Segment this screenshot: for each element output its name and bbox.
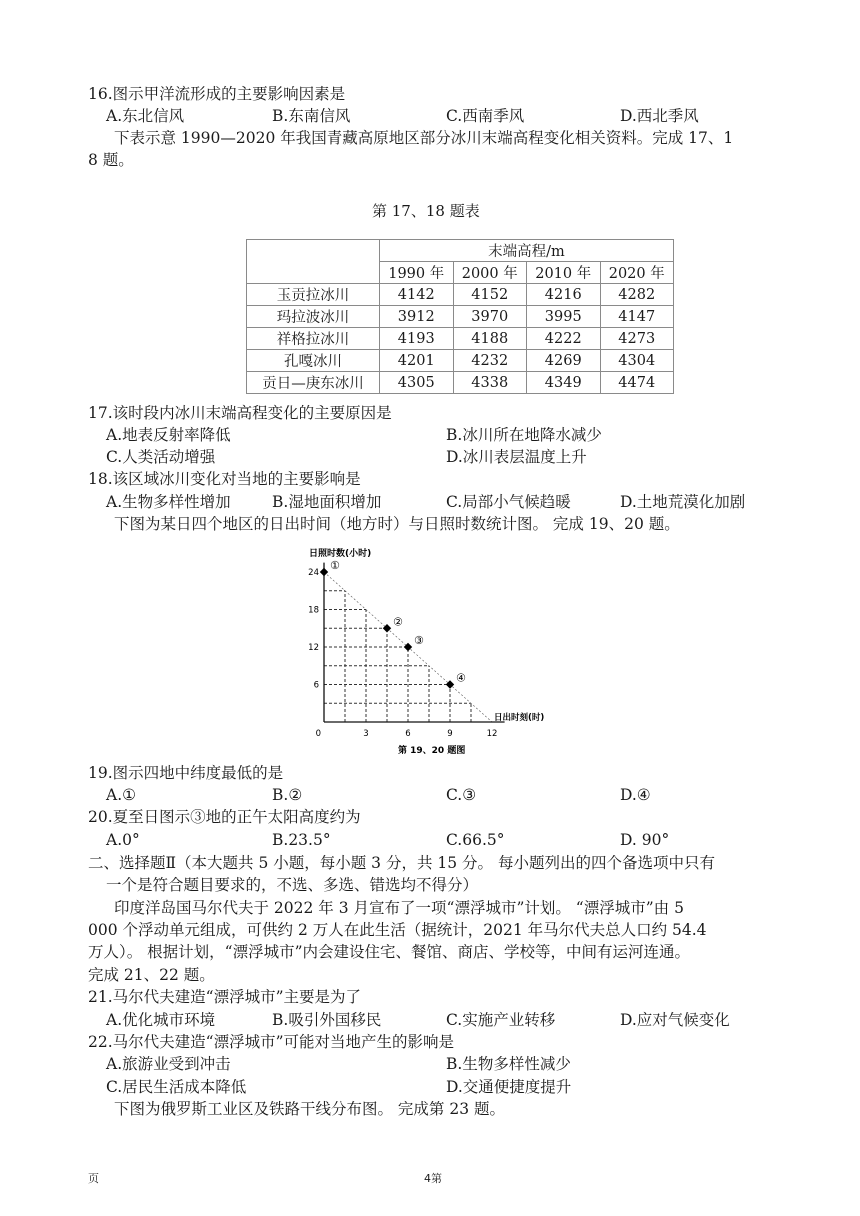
section2-heading-line2: 一个是符合题目要求的，不选、多选、错选均不得分） — [106, 876, 479, 894]
q19-option-c: C.③ — [446, 786, 477, 804]
table-cell: 4474 — [600, 372, 674, 394]
intro-17-18-line2: 8 题。 — [88, 151, 134, 169]
chart-ticks — [308, 568, 497, 739]
q20-stem: 20.夏至日图示③地的正午太阳高度约为 — [88, 808, 361, 826]
q21-option-a: A.优化城市环境 — [106, 1011, 216, 1029]
y-tick-label: 24 — [308, 568, 319, 578]
q19-stem: 19.图示四地中纬度最低的是 — [88, 764, 284, 782]
table-cell: 3970 — [453, 306, 527, 328]
y-tick-label: 12 — [308, 643, 319, 653]
chart-points — [320, 559, 466, 689]
table-year: 2020 年 — [600, 262, 674, 284]
q16-stem: 16.图示甲洋流形成的主要影响因素是 — [88, 85, 346, 103]
q22-option-d: D.交通便捷度提升 — [446, 1078, 572, 1096]
sunrise-sunshine-chart — [300, 548, 560, 760]
table-cell: 4188 — [453, 328, 527, 350]
intro-23: 下图为俄罗斯工业区及铁路干线分布图。 完成第 23 题。 — [114, 1100, 506, 1118]
q16-option-a: A.东北信风 — [106, 107, 185, 125]
table-cell: 4273 — [600, 328, 674, 350]
table-cell: 3912 — [380, 306, 454, 328]
data-point-label: ① — [330, 559, 340, 572]
table-cell: 4193 — [380, 328, 454, 350]
table-year: 2000 年 — [453, 262, 527, 284]
data-point-label: ③ — [414, 634, 424, 647]
q16-option-c: C.西南季风 — [446, 107, 525, 125]
q18-option-c: C.局部小气候趋暖 — [446, 493, 571, 511]
intro-21-22-line1: 印度洋岛国马尔代夫于 2022 年 3 月宣布了一项“漂浮城市”计划。 “漂浮城市”由 5 — [114, 899, 684, 917]
q22-option-c: C.居民生活成本降低 — [106, 1078, 247, 1096]
chart-x-label: 日出时刻(时) — [494, 713, 545, 723]
y-tick-label: 6 — [313, 680, 319, 691]
x-tick-label: 6 — [405, 729, 411, 739]
chart-y-label: 日照时数(小时) — [309, 549, 372, 559]
table-cell: 4282 — [600, 284, 674, 306]
table-cell: 4304 — [600, 350, 674, 372]
data-point-label: ② — [393, 615, 403, 629]
table-year: 2010 年 — [527, 262, 601, 284]
footer-left: 页 — [88, 1172, 99, 1185]
intro-19-20: 下图为某日四个地区的日出时间（地方时）与日照时数统计图。 完成 19、20 题。 — [114, 515, 680, 533]
q17-option-b: B.冰川所在地降水减少 — [446, 426, 602, 444]
q19-option-a: A.① — [106, 786, 137, 804]
table-row — [247, 306, 674, 328]
q21-option-b: B.吸引外国移民 — [272, 1011, 382, 1029]
glacier-name: 孔嘎冰川 — [247, 350, 380, 372]
table-group-header: 末端高程/m — [380, 240, 674, 262]
q21-option-d: D.应对气候变化 — [620, 1011, 730, 1029]
table-row — [247, 372, 674, 394]
table-row — [247, 284, 674, 306]
glacier-name: 玉贡拉冰川 — [247, 284, 380, 306]
intro-21-22-line4: 完成 21、22 题。 — [88, 966, 215, 984]
x-tick-label: 3 — [363, 729, 369, 739]
page-number: 4第 — [424, 1172, 442, 1185]
table-header-row — [247, 240, 674, 262]
q21-stem: 21.马尔代夫建造“漂浮城市”主要是为了 — [88, 988, 361, 1006]
chart-title: 第 19、20 题图 — [398, 746, 466, 756]
q20-option-a: A.0° — [106, 831, 140, 849]
x-tick-label: 9 — [447, 729, 453, 739]
q18-option-d: D.土地荒漠化加剧 — [620, 493, 746, 511]
table-corner-cell — [247, 240, 380, 284]
section2-heading-line1: 二、选择题Ⅱ（本大题共 5 小题，每小题 3 分，共 15 分。 每小题列出的四个备选项中只有 — [88, 854, 715, 872]
table-year: 1990 年 — [380, 262, 454, 284]
table-cell: 4216 — [527, 284, 601, 306]
q19-option-d: D.④ — [620, 786, 651, 804]
q20-option-d: D. 90° — [620, 831, 670, 849]
x-tick-label: 12 — [486, 729, 498, 739]
q17-option-d: D.冰川表层温度上升 — [446, 448, 587, 466]
intro-21-22-line3: 万人）。 根据计划，“漂浮城市”内会建设住宅、餐馆、商店、学校等，中间有运河连通。 — [88, 943, 691, 961]
table-cell: 4147 — [600, 306, 674, 328]
intro-21-22-line2: 000 个浮动单元组成，可供约 2 万人在此生活（据统计，2021 年马尔代夫总人口约 54.4 — [88, 921, 707, 939]
q18-stem: 18.该区域冰川变化对当地的主要影响是 — [88, 470, 361, 488]
table-cell: 4338 — [453, 372, 527, 394]
x-tick-label: 0 — [315, 729, 321, 739]
q20-option-c: C.66.5° — [446, 831, 505, 849]
q16-option-b: B.东南信风 — [272, 107, 351, 125]
glacier-name: 贡日—庚东冰川 — [247, 372, 380, 394]
table-cell: 4305 — [380, 372, 454, 394]
table-cell: 4142 — [380, 284, 454, 306]
q19-option-b: B.② — [272, 786, 303, 804]
table-cell: 4201 — [380, 350, 454, 372]
q17-stem: 17.该时段内冰川末端高程变化的主要原因是 — [88, 404, 392, 422]
y-tick-label: 18 — [308, 605, 319, 616]
q20-option-b: B.23.5° — [272, 831, 331, 849]
q22-stem: 22.马尔代夫建造“漂浮城市”可能对当地产生的影响是 — [88, 1033, 454, 1051]
q16-option-d: D.西北季风 — [620, 107, 699, 125]
intro-17-18-line1: 下表示意 1990—2020 年我国青藏高原地区部分冰川末端高程变化相关资料。完成 17、1 — [114, 129, 734, 147]
table-row — [247, 350, 674, 372]
table-title: 第 17、18 题表 — [372, 202, 480, 220]
table-cell: 4152 — [453, 284, 527, 306]
table-row — [247, 328, 674, 350]
q17-option-a: A.地表反射率降低 — [106, 426, 231, 444]
table-cell: 4222 — [527, 328, 601, 350]
table-cell: 4349 — [527, 372, 601, 394]
glacier-table — [246, 239, 674, 394]
q21-option-c: C.实施产业转移 — [446, 1011, 556, 1029]
q22-option-b: B.生物多样性减少 — [446, 1055, 571, 1073]
q22-option-a: A.旅游业受到冲击 — [106, 1055, 231, 1073]
glacier-name: 祥格拉冰川 — [247, 328, 380, 350]
table-cell: 3995 — [527, 306, 601, 328]
q18-option-b: B.湿地面积增加 — [272, 493, 382, 511]
glacier-name: 玛拉波冰川 — [247, 306, 380, 328]
table-cell: 4232 — [453, 350, 527, 372]
data-point-label: ④ — [456, 671, 466, 685]
q17-option-c: C.人类活动增强 — [106, 448, 216, 466]
table-cell: 4269 — [527, 350, 601, 372]
q18-option-a: A.生物多样性增加 — [106, 493, 231, 511]
